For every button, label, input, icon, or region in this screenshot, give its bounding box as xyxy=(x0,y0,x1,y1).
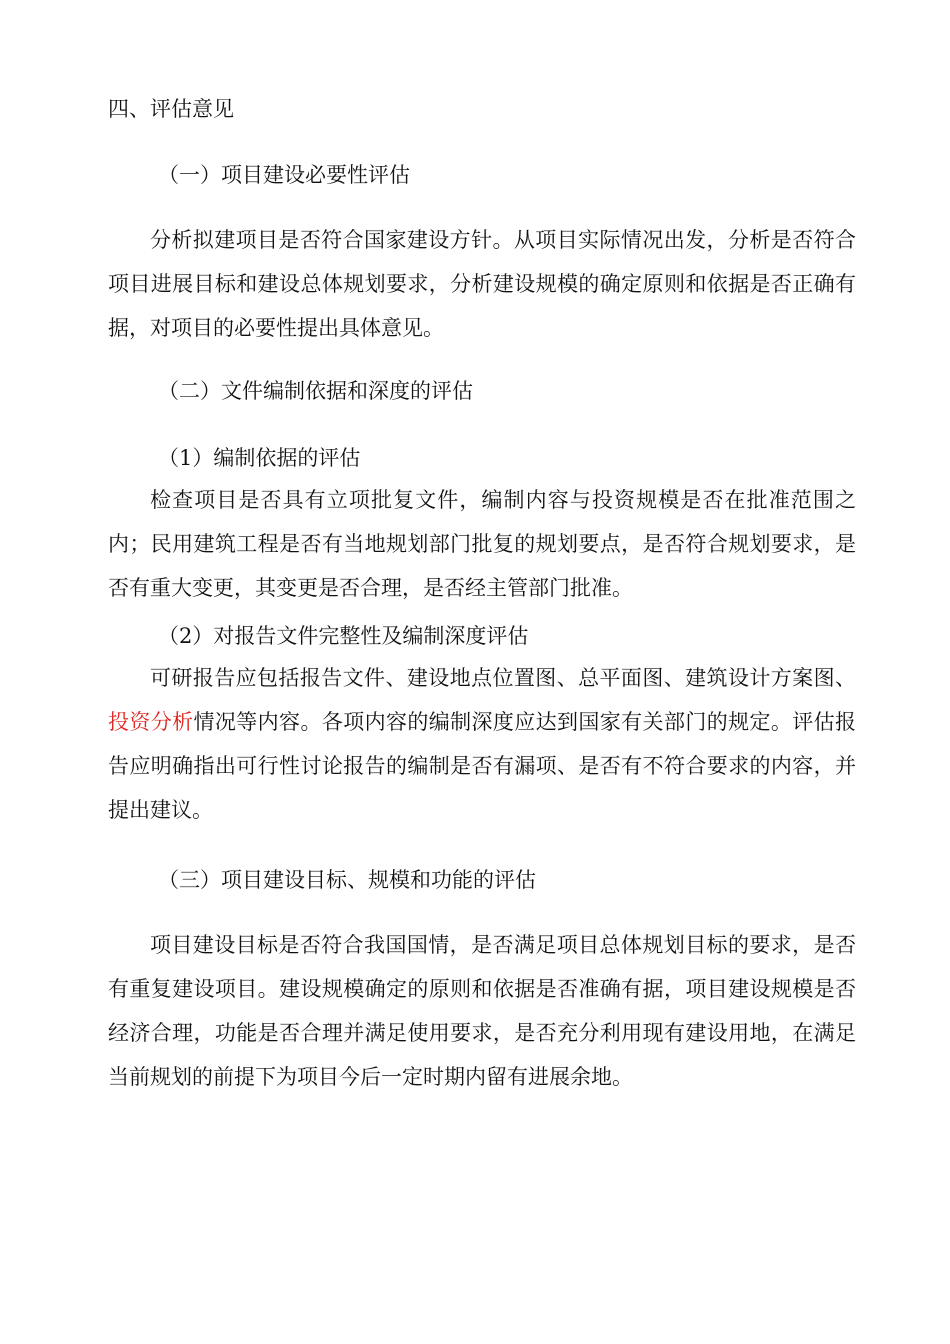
investment-analysis-link[interactable]: 投资分析 xyxy=(108,710,194,734)
section-heading-4: 四、评估意见 xyxy=(108,97,234,121)
item-title-2-1: （1）编制依据的评估 xyxy=(158,446,361,470)
item-2-2-body xyxy=(108,656,856,832)
item-2-1-body: 检查项目是否具有立项批复文件，编制内容与投资规模是否在批准范围之内；民用建筑工程是否有当地规划部门批复的规划要点，是否符合规划要求，是否有重大变更，其变更是否合理，是否经主管部门批准。 xyxy=(108,488,856,600)
subsection-title-3: （三）项目建设目标、规模和功能的评估 xyxy=(158,868,536,892)
item-title-2-2: （2）对报告文件完整性及编制深度评估 xyxy=(158,624,529,648)
subsection-1-body: 分析拟建项目是否符合国家建设方针。从项目实际情况出发，分析是否符合项目进展目标和建设总体规划要求，分析建设规模的确定原则和依据是否正确有据，对项目的必要性提出具体意见。 xyxy=(108,228,856,340)
item-2-2-body-part-b: 情况等内容。各项内容的编制深度应达到国家有关部门的规定。评估报告应明确指出可行性讨论报告的编制是否有漏项、是否有不符合要求的内容，并提出建议。 xyxy=(108,710,856,822)
subsection-title-1: （一）项目建设必要性评估 xyxy=(158,163,410,187)
subsection-3-body: 项目建设目标是否符合我国国情，是否满足项目总体规划目标的要求，是否有重复建设项目。建设规模确定的原则和依据是否准确有据，项目建设规模是否经济合理，功能是否合理并满足使用要求，是否充分利用现有建设用地，在满足当前规划的前提下为项目今后一定时期内留有进展余地。 xyxy=(108,933,856,1089)
item-2-2-body-part-a: 可研报告应包括报告文件、建设地点位置图、总平面图、建筑设计方案图、 xyxy=(150,666,856,690)
subsection-title-2: （二）文件编制依据和深度的评估 xyxy=(158,379,473,403)
